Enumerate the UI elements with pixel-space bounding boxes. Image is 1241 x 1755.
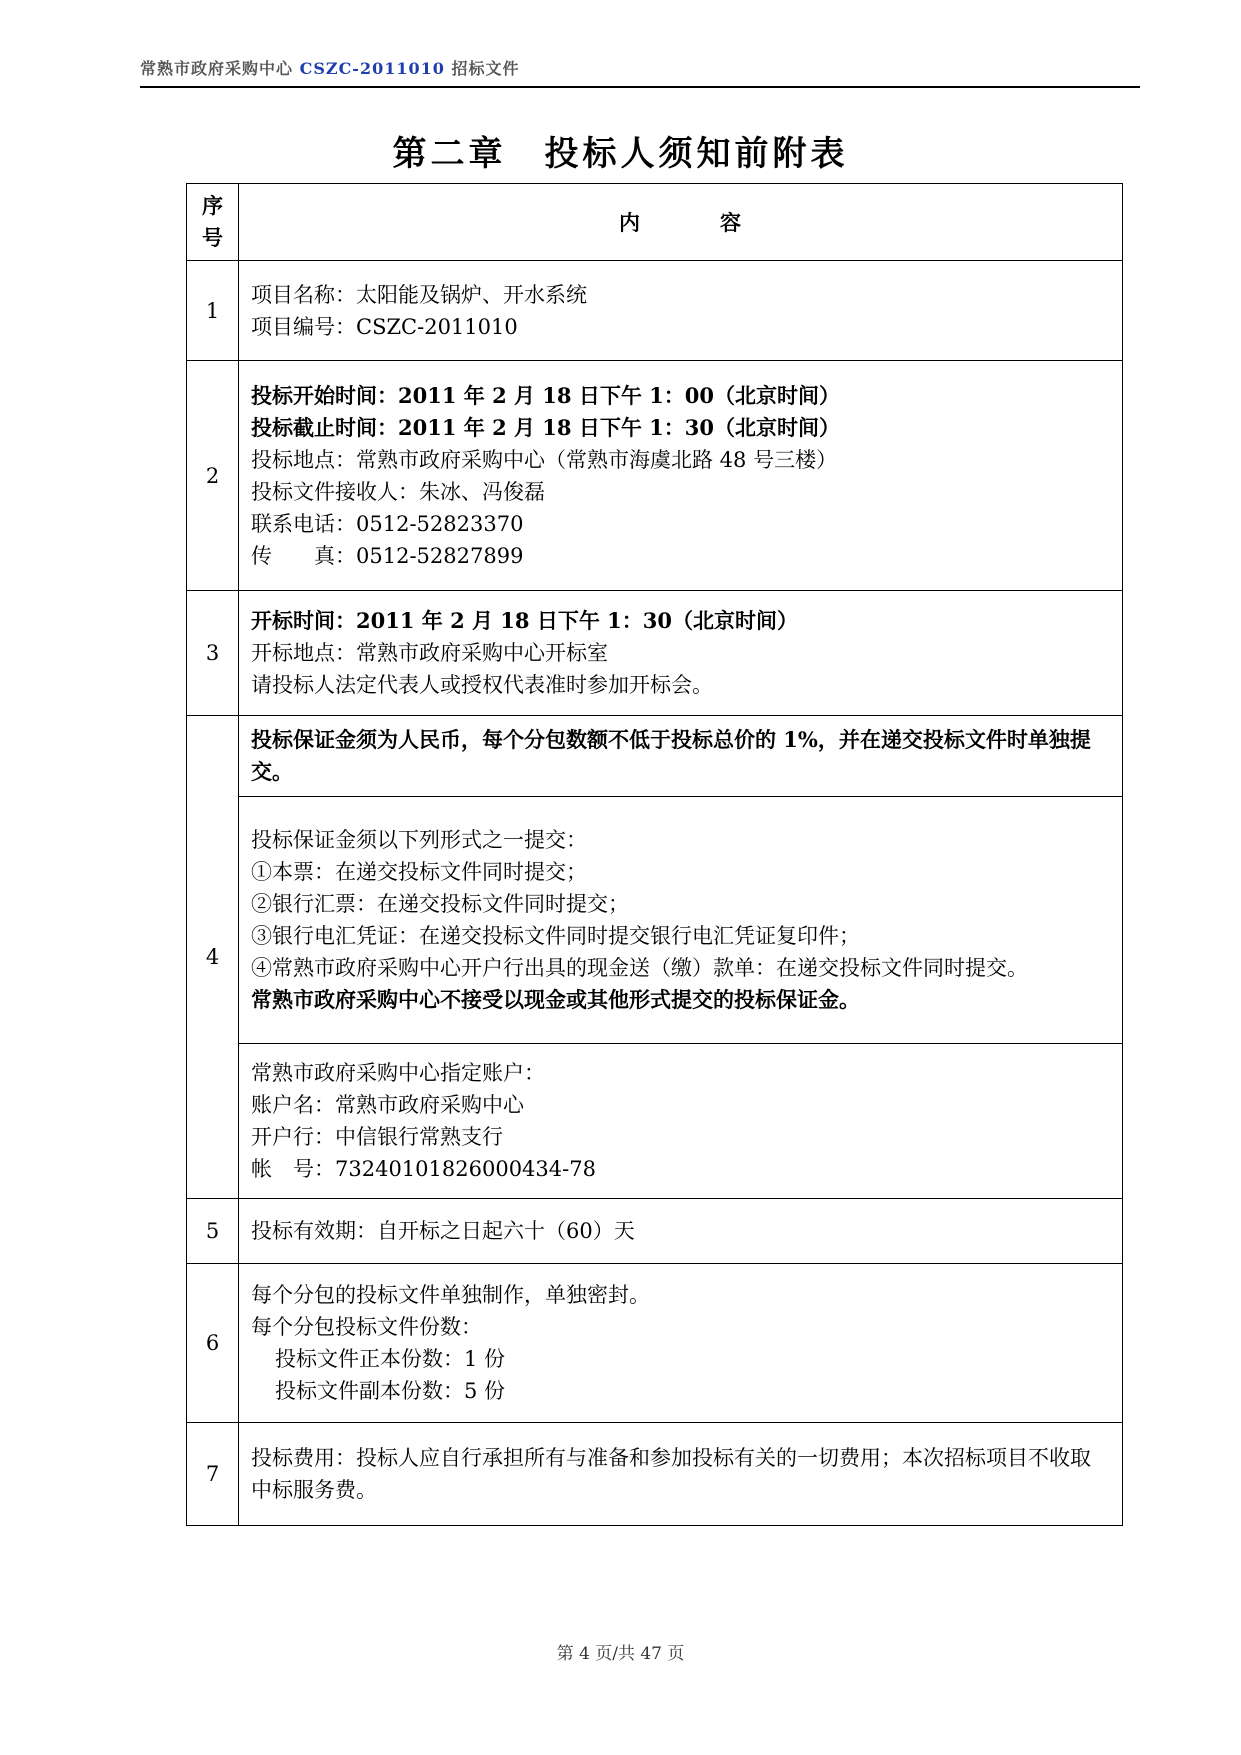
col-header-no <box>187 184 239 261</box>
row-content <box>239 591 1123 716</box>
contact-phone: 联系电话：0512-52823370 <box>251 511 524 536</box>
deposit-form-item: ④常熟市政府采购中心开户行出具的现金送（缴）款单：在递交投标文件同时提交。 <box>251 956 1028 980</box>
bid-costs: 投标费用：投标人应自行承担所有与准备和参加投标有关的一切费用；本次招标项目不收取中标服务费。 <box>251 1446 1091 1502</box>
row-number: 6 <box>187 1264 239 1423</box>
col-header-no-top: 序 <box>202 193 223 218</box>
table-row <box>187 1423 1123 1526</box>
header-code: CSZC-2011010 <box>299 59 445 78</box>
table-row <box>187 1044 1123 1199</box>
row-number: 7 <box>187 1423 239 1526</box>
deposit-forms: 投标保证金须以下列形式之一提交： <box>251 828 587 852</box>
table-row <box>187 361 1123 591</box>
bid-deadline: 投标截止时间：2011 年 2 月 18 日下午 1：30（北京时间） <box>251 414 840 440</box>
opening-notice: 请投标人法定代表人或授权代表准时参加开标会。 <box>251 673 713 697</box>
table-row <box>187 261 1123 361</box>
row-content <box>239 1044 1123 1199</box>
opening-location: 开标地点：常熟市政府采购中心开标室 <box>251 641 608 665</box>
account-number: 帐 号：73240101826000434-78 <box>251 1157 596 1181</box>
original-copies: 投标文件正本份数：1 份 <box>275 1347 506 1371</box>
table-row <box>187 1264 1123 1423</box>
header-org: 常熟市政府采购中心 <box>140 59 294 78</box>
preamble-table <box>186 183 1123 1526</box>
row-content <box>239 1199 1123 1264</box>
row-content <box>239 1423 1123 1526</box>
account-heading: 常熟市政府采购中心指定账户： <box>251 1061 545 1085</box>
contact-fax: 传 真：0512-52827899 <box>251 543 524 568</box>
row-number: 5 <box>187 1199 239 1264</box>
account-name: 账户名：常熟市政府采购中心 <box>251 1093 524 1117</box>
bid-location: 投标地点：常熟市政府采购中心（常熟市海虞北路 48 号三楼） <box>251 447 838 472</box>
row-number: 3 <box>187 591 239 716</box>
page-header <box>140 56 1140 88</box>
page-footer: 第 4 页/共 47 页 <box>556 1644 685 1664</box>
col-header-content: 内容 <box>239 184 1123 261</box>
row-content <box>239 361 1123 591</box>
deposit-form-item: ③银行电汇凭证：在递交投标文件同时提交银行电汇凭证复印件； <box>251 924 860 948</box>
project-code: 项目编号：CSZC-2011010 <box>251 314 518 339</box>
validity-period: 投标有效期：自开标之日起六十（60）天 <box>251 1219 635 1243</box>
header-suffix: 招标文件 <box>451 59 520 78</box>
row-content <box>239 261 1123 361</box>
duplicate-copies: 投标文件副本份数：5 份 <box>275 1379 506 1403</box>
table-row <box>187 591 1123 716</box>
bid-receivers: 投标文件接收人：朱冰、冯俊磊 <box>251 479 545 504</box>
deposit-form-item: ①本票：在递交投标文件同时提交； <box>251 860 587 884</box>
deposit-form-item: ②银行汇票：在递交投标文件同时提交； <box>251 892 629 916</box>
deposit-notice: 常熟市政府采购中心不接受以现金或其他形式提交的投标保证金。 <box>251 987 860 1012</box>
row-number: 2 <box>187 361 239 591</box>
account-bank: 开户行：中信银行常熟支行 <box>251 1125 503 1149</box>
row-content <box>239 716 1123 797</box>
col-header-no-bottom: 号 <box>202 225 223 250</box>
table-header-row <box>187 184 1123 261</box>
row-content <box>239 1264 1123 1423</box>
deposit-requirement: 投标保证金须为人民币，每个分包数额不低于投标总价的 1%，并在递交投标文件时单独提交。 <box>251 727 1091 784</box>
copies-heading: 每个分包投标文件份数： <box>251 1315 482 1339</box>
table-row <box>187 797 1123 1044</box>
table-row <box>187 1199 1123 1264</box>
project-name: 项目名称：太阳能及锅炉、开水系统 <box>251 282 587 307</box>
row-content <box>239 797 1123 1044</box>
package-rule: 每个分包的投标文件单独制作，单独密封。 <box>251 1283 650 1307</box>
row-number: 1 <box>187 261 239 361</box>
row-number: 4 <box>187 716 239 1199</box>
chapter-title: 第二章 投标人须知前附表 <box>392 134 849 174</box>
bid-start-time: 投标开始时间：2011 年 2 月 18 日下午 1：00（北京时间） <box>251 382 840 408</box>
opening-time: 开标时间：2011 年 2 月 18 日下午 1：30（北京时间） <box>251 608 798 633</box>
table-row <box>187 716 1123 797</box>
